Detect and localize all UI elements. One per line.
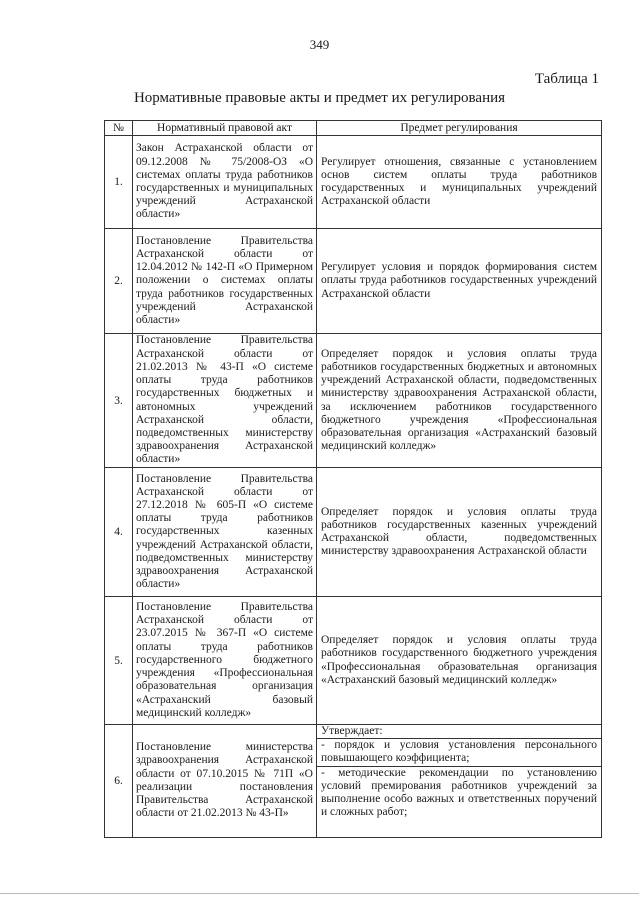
table-row <box>105 136 602 229</box>
row-subject: Определяет порядок и условия оплаты труда работников государственного бюджетного учреждения «Профессиональная образовательная организация «Астраханский базовый медицинский колледж» <box>317 597 602 725</box>
table-title: Нормативные правовые акты и предмет их регулирования <box>133 90 506 106</box>
header-number: № <box>105 121 133 136</box>
subject-line: - методические рекомендации по установлению условий премирования работников учреждений за выполнение особо важных и ответственных поручений и сложных работ; <box>321 766 597 819</box>
row-number: 3. <box>105 334 133 468</box>
table-row <box>105 468 602 597</box>
table-header-row <box>105 121 602 136</box>
header-subject: Предмет регулирования <box>317 121 602 136</box>
row-number: 4. <box>105 468 133 597</box>
row-act: Закон Астраханской области от 09.12.2008 № 75/2008-ОЗ «О системах оплаты труда работников государственных и муниципальных учреждений Астраханской области» <box>133 136 317 229</box>
row-subject: Определяет порядок и условия оплаты труда работников государственных бюджетных и автономных учреждений Астраханской области, подведомственных министерству здравоохранения Астраханской области, за исключением работников государственного бюджетного учреждения «Профессиональная образовательная организация «Астраханский базовый медицинский колледж» <box>317 334 602 468</box>
row-subject <box>317 725 602 838</box>
table-row <box>105 229 602 334</box>
header-act: Нормативный правовой акт <box>133 121 317 136</box>
row-number: 5. <box>105 597 133 725</box>
footer-rule <box>0 893 639 894</box>
row-subject: Регулирует отношения, связанные с установлением основ систем оплаты труда работников государственных и муниципальных учреждений Астраханской области <box>317 136 602 229</box>
page-number: 349 <box>309 37 330 52</box>
row-act: Постановление министерства здравоохранения Астраханской области от 07.10.2015 № 71П «О реализации постановления Правительства Астраханской области от 21.02.2013 № 43-П» <box>133 725 317 838</box>
row-subject: Регулирует условия и порядок формирования систем оплаты труда работников государственных учреждений Астраханской области <box>317 229 602 334</box>
table-row <box>105 334 602 468</box>
subject-line: - порядок и условия установления персонального повышающего коэффициента; <box>317 739 601 766</box>
row-number: 1. <box>105 136 133 229</box>
row-number: 6. <box>105 725 133 838</box>
row-subject: Определяет порядок и условия оплаты труда работников государственных казенных учреждений Астраханской области, подведомственных министерству здравоохранения Астраханской области <box>317 468 602 597</box>
table-label: Таблица 1 <box>534 71 599 87</box>
table-row <box>105 597 602 725</box>
row-act: Постановление Правительства Астраханской области от 27.12.2018 № 605-П «О системе оплаты труда работников государственных казенных учреждений Астраханской области, подведомственных министерству здравоохранения Астраханской области» <box>133 468 317 597</box>
row-act: Постановление Правительства Астраханской области от 21.02.2013 № 43-П «О системе оплаты труда работников государственных бюджетных и автономных учреждений Астраханской области, подведомственных министерству здравоохранения Астраханской области» <box>133 334 317 468</box>
table-row <box>105 725 602 838</box>
row-number: 2. <box>105 229 133 334</box>
subject-line: Утверждает: <box>317 725 601 739</box>
regulations-table <box>104 120 602 838</box>
row-act: Постановление Правительства Астраханской области от 23.07.2015 № 367-П «О системе оплаты труда работников государственного бюджетного учреждения «Профессиональная образовательная организация «Астраханский базовый медицинский колледж» <box>133 597 317 725</box>
row-act: Постановление Правительства Астраханской области от 12.04.2012 № 142-П «О Примерном положении о системах оплаты труда работников государственных учреждений Астраханской области» <box>133 229 317 334</box>
